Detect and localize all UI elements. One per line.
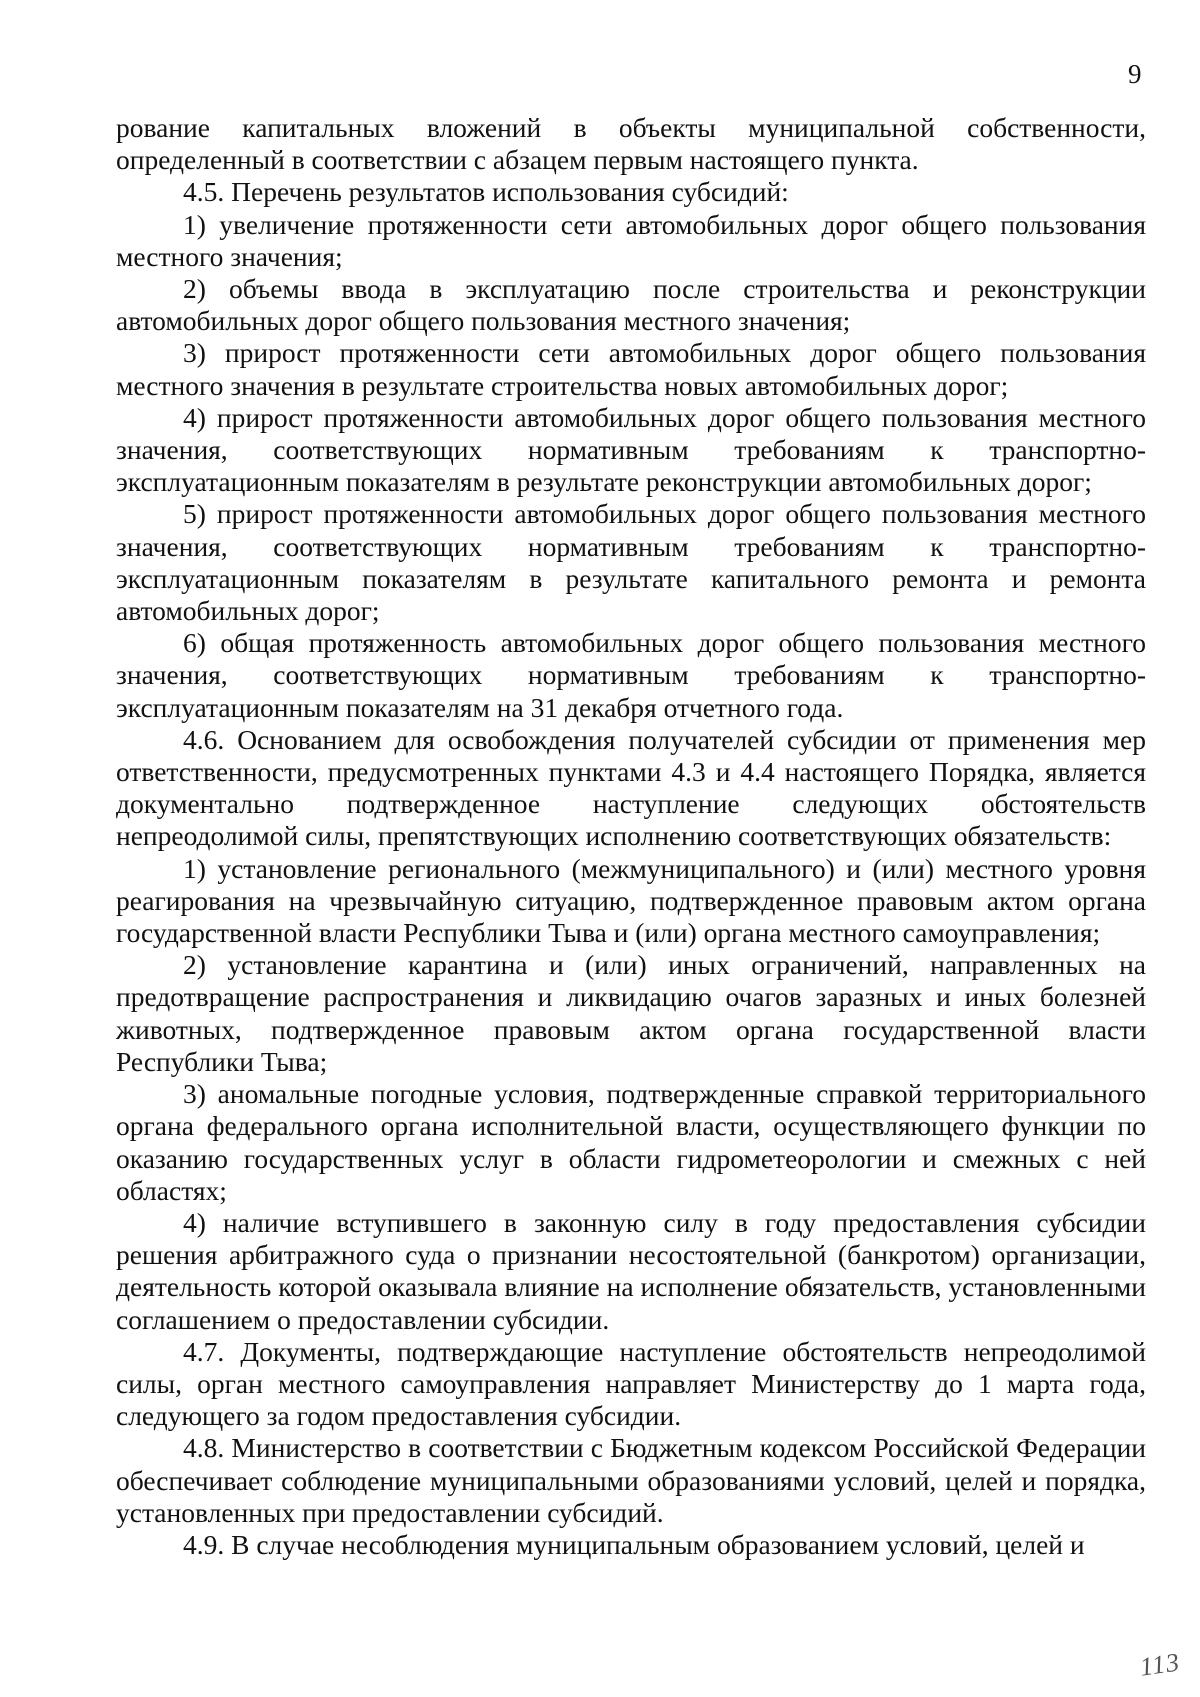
handwritten-page-mark: 113 [1138, 1647, 1182, 1682]
page-number: 9 [1128, 59, 1142, 89]
paragraph-4-6-item-1: 1) установление регионального (межмуниципального) и (или) местного уровня реагирования на чрезвычайную ситуацию, подтвержденное правовым актом органа государственной власти Республики Тыва и (или) органа местного самоуправления; [116, 852, 1146, 949]
paragraph-4-6: 4.6. Основанием для освобождения получателей субсидии от применения мер ответственности, предусмотренных пунктами 4.3 и 4.4 настоящего Порядка, является документально подтвержденное наступление следующих обстоятельств непреодолимой силы, препятствующих исполнению соответствующих обязательств: [116, 723, 1146, 852]
document-body [116, 112, 1146, 1561]
paragraph-4-5-item-6: 6) общая протяженность автомобильных дорог общего пользования местного значения, соответствующих нормативным требованиям к транспортно-эксплуатационным показателям на 31 декабря отчетного года. [116, 627, 1146, 723]
paragraph-4-6-item-2: 2) установление карантина и (или) иных ограничений, направленных на предотвращение распространения и ликвидацию очагов заразных и иных болезней животных, подтвержденное правовым актом органа государственной власти Республики Тыва; [116, 949, 1146, 1077]
paragraph-4-5-item-1: 1) увеличение протяженности сети автомобильных дорог общего пользования местного значения; [116, 208, 1146, 272]
paragraph-4-5-item-5: 5) прирост протяженности автомобильных дорог общего пользования местного значения, соответствующих нормативным требованиям к транспортно-эксплуатационным показателям в результате капитального ремонта и ремонта автомобильных дорог; [116, 498, 1146, 627]
paragraph-4-5-item-4: 4) прирост протяженности автомобильных дорог общего пользования местного значения, соответствующих нормативным требованиям к транспортно-эксплуатационным показателям в результате реконструкции автомобильных дорог; [116, 401, 1146, 498]
paragraph-continuation: рование капитальных вложений в объекты муниципальной собственности, определенный в соответствии с абзацем первым настоящего пункта. [116, 112, 1146, 176]
paragraph-4-5-heading: 4.5. Перечень результатов использования субсидий: [183, 176, 789, 208]
paragraph-4-5-item-2: 2) объемы ввода в эксплуатацию после строительства и реконструкции автомобильных дорог общего пользования местного значения; [116, 273, 1146, 337]
paragraph-4-6-item-3: 3) аномальные погодные условия, подтвержденные справкой территориального органа федерального органа исполнительной власти, осуществляющего функции по оказанию государственных услуг в области гидрометеорологии и смежных с ней областях; [116, 1078, 1146, 1206]
paragraph-4-5-item-3: 3) прирост протяженности сети автомобильных дорог общего пользования местного значения в результате строительства новых автомобильных дорог; [116, 337, 1146, 401]
paragraph-4-7: 4.7. Документы, подтверждающие наступление обстоятельств непреодолимой силы, орган местного самоуправления направляет Министерству до 1 марта года, следующего за годом предоставления субсидии. [116, 1335, 1146, 1432]
paragraph-4-9: 4.9. В случае несоблюдения муниципальным образованием условий, целей и [183, 1528, 1085, 1560]
paragraph-4-8: 4.8. Министерство в соответствии с Бюджетным кодексом Российской Федерации обеспечивает соблюдение муниципальными образованиями условий, целей и порядка, установленных при предоставлении субсидий. [116, 1432, 1146, 1528]
paragraph-4-6-item-4: 4) наличие вступившего в законную силу в году предоставления субсидии решения арбитражного суда о признании несостоятельной (банкротом) организации, деятельность которой оказывала влияние на исполнение обязательств, установленными соглашением о предоставлении субсидии. [116, 1206, 1146, 1335]
